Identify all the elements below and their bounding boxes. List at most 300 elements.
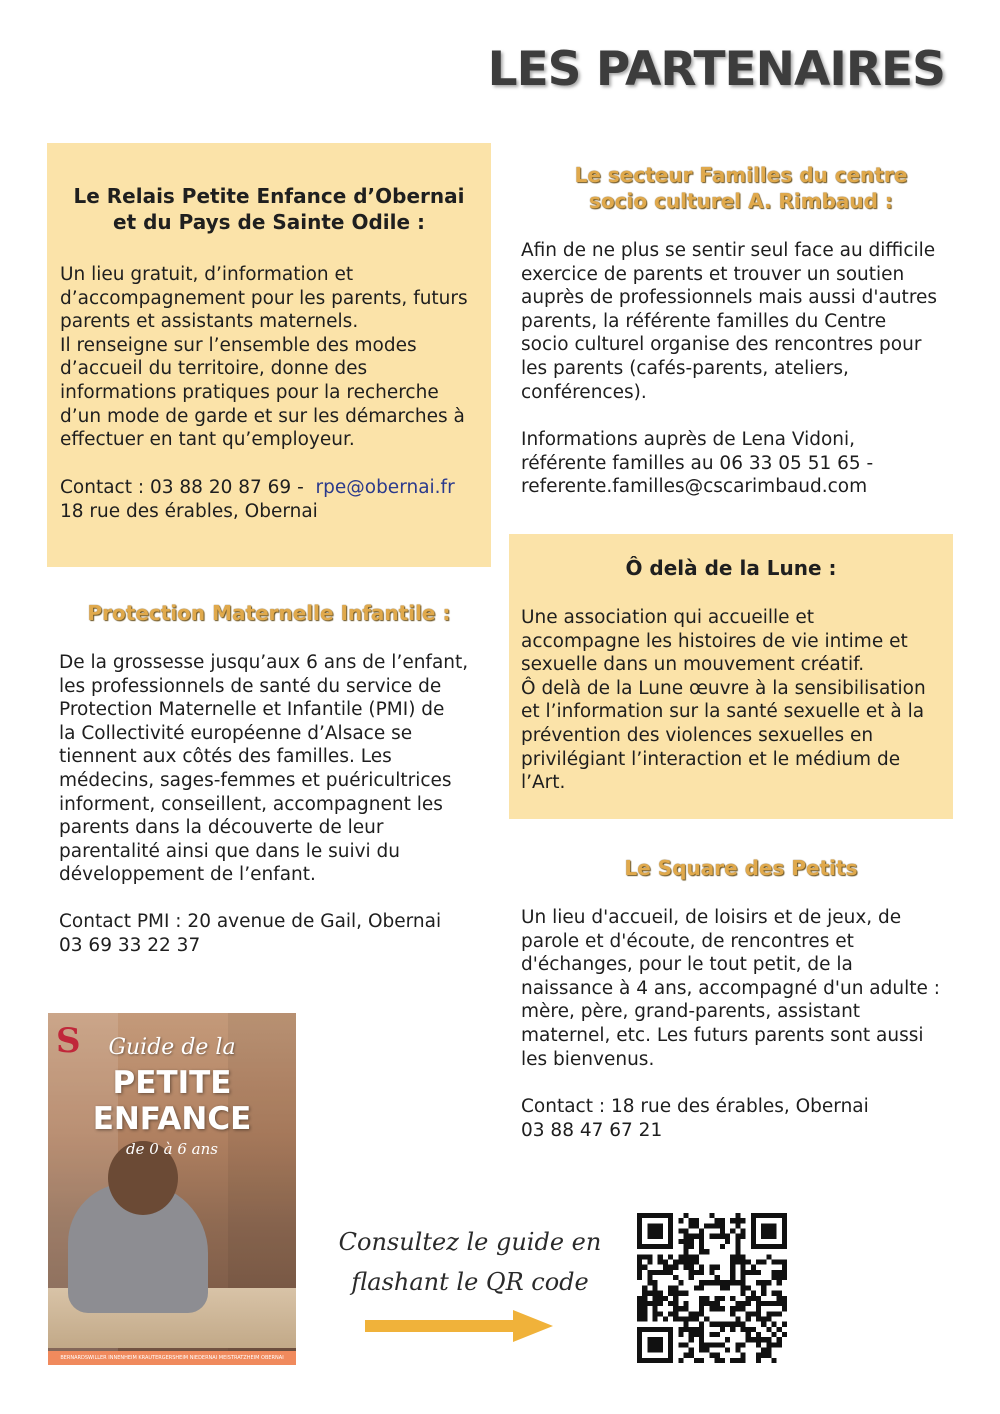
qr-call-line1: Consultez le guide en — [338, 1228, 602, 1256]
qr-module — [740, 1275, 745, 1280]
qr-module — [735, 1254, 740, 1259]
qr-module — [715, 1280, 720, 1285]
qr-module — [740, 1270, 745, 1275]
qr-module — [668, 1229, 673, 1234]
qr-module — [735, 1223, 740, 1228]
qr-module — [766, 1301, 771, 1306]
qr-module — [663, 1358, 668, 1363]
qr-module — [740, 1285, 745, 1290]
qr-module — [740, 1254, 745, 1259]
qr-module — [647, 1301, 652, 1306]
qr-module — [658, 1254, 663, 1259]
qr-module — [647, 1244, 652, 1249]
qr-module — [689, 1332, 694, 1337]
qr-module — [668, 1239, 673, 1244]
qr-module — [668, 1265, 673, 1270]
qr-module — [694, 1358, 699, 1363]
qr-module — [658, 1234, 663, 1239]
qr-module — [689, 1254, 694, 1259]
qr-module — [663, 1316, 668, 1321]
qr-module — [715, 1234, 720, 1239]
qr-module — [699, 1285, 704, 1290]
qr-module — [782, 1234, 787, 1239]
qr-module — [647, 1337, 652, 1342]
qr-module — [704, 1249, 709, 1254]
qr-module — [642, 1244, 647, 1249]
qr-module — [668, 1311, 673, 1316]
qr-module — [673, 1265, 678, 1270]
qr-module — [756, 1332, 761, 1337]
qr-module — [777, 1213, 782, 1218]
qr-module — [715, 1301, 720, 1306]
qr-module — [766, 1244, 771, 1249]
qr-module — [689, 1327, 694, 1332]
qr-module — [637, 1311, 642, 1316]
qr-module — [658, 1342, 663, 1347]
qr-module — [684, 1301, 689, 1306]
qr-module — [782, 1218, 787, 1223]
qr-module — [653, 1270, 658, 1275]
qr-module — [689, 1244, 694, 1249]
qr-module — [730, 1275, 735, 1280]
qr-module — [673, 1291, 678, 1296]
qr-module — [771, 1229, 776, 1234]
rpe-body: Un lieu gratuit, d’information et d’accompagnement pour les parents, futurs parents et assistants maternels. Il renseigne sur l’ensemble des modes d’accueil du territoire, donne des informations pratiques pour la recherche d’un mode de garde et sur les démarches à effectuer en tant qu’employeur. — [60, 264, 468, 451]
qr-module — [766, 1347, 771, 1352]
qr-module — [678, 1327, 683, 1332]
qr-module — [689, 1311, 694, 1316]
qr-module — [689, 1218, 694, 1223]
qr-module — [740, 1358, 745, 1363]
qr-module — [647, 1223, 652, 1228]
rpe-email-link[interactable]: rpe@obernai.fr — [315, 477, 455, 498]
qr-module — [766, 1280, 771, 1285]
qr-module — [684, 1213, 689, 1218]
qr-module — [730, 1254, 735, 1259]
qr-module — [653, 1285, 658, 1290]
qr-module — [720, 1327, 725, 1332]
qr-module — [668, 1327, 673, 1332]
qr-module — [658, 1291, 663, 1296]
qr-module — [777, 1275, 782, 1280]
qr-module — [653, 1337, 658, 1342]
qr-module — [658, 1260, 663, 1265]
qr-module — [684, 1239, 689, 1244]
qr-module — [647, 1213, 652, 1218]
qr-module — [637, 1342, 642, 1347]
qr-module — [725, 1280, 730, 1285]
cover-script-title: Guide de la — [108, 1035, 236, 1060]
qr-module — [658, 1229, 663, 1234]
qr-module — [777, 1260, 782, 1265]
qr-module — [771, 1213, 776, 1218]
guide-cover-image — [48, 1013, 296, 1365]
qr-module — [761, 1301, 766, 1306]
qr-module — [673, 1260, 678, 1265]
qr-module — [678, 1316, 683, 1321]
qr-module — [668, 1358, 673, 1363]
qr-module — [699, 1239, 704, 1244]
qr-module — [720, 1234, 725, 1239]
qr-module — [694, 1316, 699, 1321]
qr-module — [637, 1223, 642, 1228]
qr-module — [715, 1358, 720, 1363]
qr-module — [647, 1270, 652, 1275]
qr-module — [647, 1291, 652, 1296]
qr-module — [782, 1322, 787, 1327]
qr-module — [725, 1234, 730, 1239]
qr-module — [694, 1285, 699, 1290]
qr-module — [751, 1223, 756, 1228]
qr-module — [673, 1275, 678, 1280]
qr-module — [777, 1270, 782, 1275]
qr-module — [668, 1291, 673, 1296]
qr-module — [735, 1260, 740, 1265]
qr-module — [715, 1332, 720, 1337]
qr-module — [637, 1218, 642, 1223]
qr-module — [746, 1337, 751, 1342]
qr-module — [694, 1332, 699, 1337]
qr-module — [704, 1301, 709, 1306]
qr-module — [740, 1342, 745, 1347]
qr-module — [746, 1296, 751, 1301]
qr-module — [761, 1316, 766, 1321]
qr-module — [740, 1229, 745, 1234]
qr-module — [689, 1265, 694, 1270]
square-contact: Contact : 18 rue des érables, Obernai 03 88 47 67 21 — [521, 1096, 869, 1141]
qr-module — [694, 1270, 699, 1275]
qr-module — [663, 1270, 668, 1275]
qr-module — [725, 1239, 730, 1244]
qr-module — [735, 1234, 740, 1239]
qr-module — [761, 1229, 766, 1234]
qr-module — [653, 1358, 658, 1363]
qr-module — [699, 1358, 704, 1363]
rpe-address: 18 rue des érables, Obernai — [60, 501, 318, 522]
qr-module — [725, 1337, 730, 1342]
qr-module — [735, 1280, 740, 1285]
qr-module — [658, 1337, 663, 1342]
qr-module — [684, 1244, 689, 1249]
pmi-body: De la grossesse jusqu’aux 6 ans de l’enfant, les professionnels de santé du service de Protection Maternelle et Infantile (PMI) de la Collectivité européenne d’Alsace se tiennent aux côtés des familles. Les médecins, sages-femmes et puéricultrices informent, conseillent, accompagnent les parents dans la découverte de leur parentalité ainsi que dans le suivi du développement de l’enfant. — [59, 652, 469, 886]
qr-module — [642, 1254, 647, 1259]
qr-module — [689, 1347, 694, 1352]
qr-module — [735, 1239, 740, 1244]
qr-module — [658, 1358, 663, 1363]
qr-module — [637, 1337, 642, 1342]
qr-module — [653, 1234, 658, 1239]
qr-module — [735, 1316, 740, 1321]
qr-module — [720, 1280, 725, 1285]
qr-module — [756, 1260, 761, 1265]
qr-module — [720, 1244, 725, 1249]
qr-module — [658, 1223, 663, 1228]
qr-module — [668, 1337, 673, 1342]
qr-module — [756, 1353, 761, 1358]
qr-module — [678, 1306, 683, 1311]
qr-module — [740, 1291, 745, 1296]
qr-module — [709, 1332, 714, 1337]
qr-module — [761, 1213, 766, 1218]
qr-module — [730, 1311, 735, 1316]
qr-module — [740, 1327, 745, 1332]
qr-module — [746, 1332, 751, 1337]
qr-module — [642, 1327, 647, 1332]
qr-module — [735, 1358, 740, 1363]
familles-contact: Informations auprès de Lena Vidoni, référente familles au 06 33 05 51 65 - referente.familles@cscarimbaud.com — [521, 429, 874, 498]
qr-module — [766, 1234, 771, 1239]
qr-module — [756, 1316, 761, 1321]
qr-module — [699, 1306, 704, 1311]
qr-module — [771, 1322, 776, 1327]
qr-module — [761, 1280, 766, 1285]
page-title: LES PARTENAIRES — [487, 42, 945, 97]
qr-module — [761, 1337, 766, 1342]
qr-module — [766, 1337, 771, 1342]
qr-module — [663, 1327, 668, 1332]
qr-module — [637, 1296, 642, 1301]
qr-module — [782, 1296, 787, 1301]
qr-module — [715, 1223, 720, 1228]
qr-module — [730, 1260, 735, 1265]
qr-module — [715, 1342, 720, 1347]
qr-module — [704, 1280, 709, 1285]
pmi-contact: Contact PMI : 20 avenue de Gail, Obernai 03 69 33 22 37 — [59, 911, 442, 956]
qr-module — [725, 1322, 730, 1327]
qr-module — [684, 1342, 689, 1347]
qr-module — [751, 1213, 756, 1218]
qr-module — [735, 1218, 740, 1223]
qr-module — [766, 1229, 771, 1234]
qr-module — [751, 1327, 756, 1332]
qr-module — [653, 1296, 658, 1301]
qr-module — [668, 1234, 673, 1239]
qr-module — [637, 1301, 642, 1306]
qr-module — [694, 1218, 699, 1223]
qr-module — [668, 1301, 673, 1306]
qr-module — [699, 1332, 704, 1337]
qr-module — [684, 1353, 689, 1358]
qr-module — [668, 1223, 673, 1228]
qr-module — [653, 1291, 658, 1296]
qr-module — [637, 1353, 642, 1358]
qr-module — [647, 1234, 652, 1239]
qr-module — [777, 1280, 782, 1285]
qr-module — [689, 1316, 694, 1321]
qr-module — [771, 1291, 776, 1296]
qr-module — [653, 1244, 658, 1249]
qr-module — [782, 1260, 787, 1265]
qr-module — [663, 1244, 668, 1249]
qr-module — [782, 1306, 787, 1311]
qr-module — [756, 1337, 761, 1342]
qr-module — [740, 1265, 745, 1270]
qr-module — [735, 1347, 740, 1352]
qr-module — [699, 1322, 704, 1327]
qr-module — [766, 1223, 771, 1228]
qr-module — [771, 1270, 776, 1275]
qr-module — [658, 1213, 663, 1218]
qr-module — [684, 1316, 689, 1321]
qr-module — [725, 1285, 730, 1290]
qr-module — [704, 1223, 709, 1228]
qr-module — [678, 1291, 683, 1296]
qr-module — [642, 1291, 647, 1296]
qr-module — [678, 1229, 683, 1234]
qr-module — [647, 1342, 652, 1347]
rpe-contact — [60, 476, 485, 500]
qr-module — [699, 1337, 704, 1342]
qr-module — [658, 1327, 663, 1332]
qr-module — [740, 1301, 745, 1306]
qr-module — [782, 1213, 787, 1218]
qr-module — [740, 1306, 745, 1311]
qr-module — [751, 1311, 756, 1316]
qr-module — [761, 1347, 766, 1352]
qr-module — [720, 1223, 725, 1228]
qr-module — [663, 1265, 668, 1270]
qr-module — [678, 1239, 683, 1244]
qr-module — [761, 1291, 766, 1296]
qr-module — [684, 1254, 689, 1259]
qr-module — [704, 1342, 709, 1347]
qr-module — [637, 1260, 642, 1265]
qr-module — [766, 1316, 771, 1321]
qr-module — [709, 1280, 714, 1285]
guide-logo: S — [56, 1021, 81, 1061]
qr-module — [715, 1306, 720, 1311]
qr-module — [642, 1213, 647, 1218]
qr-module — [642, 1316, 647, 1321]
qr-module — [647, 1327, 652, 1332]
qr-module — [678, 1254, 683, 1259]
qr-module — [704, 1316, 709, 1321]
qr-module — [777, 1296, 782, 1301]
rpe-heading: Le Relais Petite Enfance d’Obernai et du Pays de Sainte Odile : — [73, 184, 465, 234]
qr-module — [668, 1254, 673, 1259]
qr-module — [684, 1229, 689, 1234]
qr-module — [637, 1254, 642, 1259]
qr-module — [637, 1239, 642, 1244]
qr-module — [668, 1218, 673, 1223]
qr-module — [756, 1301, 761, 1306]
qr-module — [694, 1260, 699, 1265]
qr-module — [663, 1260, 668, 1265]
qr-module — [658, 1296, 663, 1301]
qr-module — [642, 1296, 647, 1301]
qr-module — [746, 1327, 751, 1332]
qr-module — [761, 1260, 766, 1265]
qr-module — [694, 1254, 699, 1259]
qr-module — [684, 1306, 689, 1311]
qr-module — [730, 1229, 735, 1234]
qr-module — [699, 1327, 704, 1332]
qr-module — [782, 1301, 787, 1306]
qr-module — [730, 1270, 735, 1275]
qr-module — [720, 1322, 725, 1327]
qr-module — [684, 1327, 689, 1332]
qr-module — [668, 1270, 673, 1275]
qr-module — [699, 1244, 704, 1249]
qr-module — [751, 1296, 756, 1301]
qr-module — [658, 1301, 663, 1306]
qr-module — [678, 1342, 683, 1347]
familles-body: Afin de ne plus se sentir seul face au difficile exercice de parents et trouver un soutien auprès de professionnels mais aussi d'autres parents, la référente familles du Centre socio culturel organise des rencontres pour les parents (cafés-parents, ateliers, conférences). — [521, 240, 938, 403]
qr-module — [782, 1223, 787, 1228]
qr-module — [678, 1260, 683, 1265]
qr-module — [725, 1347, 730, 1352]
qr-module — [761, 1322, 766, 1327]
qr-module — [647, 1254, 652, 1259]
pmi-heading: Protection Maternelle Infantile : — [87, 601, 451, 625]
qr-module — [735, 1249, 740, 1254]
lune-heading: Ô delà de la Lune : — [625, 556, 837, 580]
qr-module — [689, 1223, 694, 1228]
qr-module — [709, 1223, 714, 1228]
qr-module — [720, 1296, 725, 1301]
qr-module — [771, 1358, 776, 1363]
qr-module — [699, 1342, 704, 1347]
qr-module — [637, 1316, 642, 1321]
qr-module — [684, 1265, 689, 1270]
qr-module — [746, 1260, 751, 1265]
qr-module — [756, 1244, 761, 1249]
qr-module — [766, 1342, 771, 1347]
qr-module — [673, 1316, 678, 1321]
qr-code-icon[interactable] — [637, 1213, 787, 1363]
qr-module — [771, 1342, 776, 1347]
qr-module — [642, 1306, 647, 1311]
qr-module — [735, 1322, 740, 1327]
qr-module — [699, 1311, 704, 1316]
qr-module — [751, 1229, 756, 1234]
qr-module — [663, 1213, 668, 1218]
qr-module — [709, 1342, 714, 1347]
square-body: Un lieu d'accueil, de loisirs et de jeux, de parole et d'écoute, de rencontres et d'échanges, pour le tout petit, de la naissance à 4 ans, accompagné d'un adulte : mère, père, grand-parents, assistant maternel, etc. Les futurs parents sont aussi les bienvenus. — [521, 907, 940, 1070]
qr-module — [782, 1332, 787, 1337]
qr-module — [642, 1358, 647, 1363]
qr-module — [704, 1296, 709, 1301]
qr-module — [771, 1234, 776, 1239]
qr-module — [756, 1311, 761, 1316]
qr-module — [684, 1249, 689, 1254]
qr-module — [642, 1311, 647, 1316]
qr-module — [782, 1244, 787, 1249]
qr-module — [694, 1311, 699, 1316]
qr-module — [658, 1244, 663, 1249]
qr-module — [694, 1327, 699, 1332]
qr-module — [771, 1301, 776, 1306]
qr-module — [771, 1244, 776, 1249]
qr-module — [663, 1296, 668, 1301]
qr-module — [647, 1260, 652, 1265]
qr-module — [668, 1353, 673, 1358]
qr-module — [782, 1270, 787, 1275]
qr-module — [730, 1322, 735, 1327]
qr-module — [746, 1316, 751, 1321]
qr-module — [684, 1260, 689, 1265]
qr-module — [740, 1353, 745, 1358]
qr-module — [740, 1260, 745, 1265]
qr-module — [777, 1342, 782, 1347]
qr-module — [782, 1229, 787, 1234]
qr-module — [766, 1254, 771, 1259]
qr-module — [777, 1301, 782, 1306]
cover-title-line2: ENFANCE — [92, 1101, 252, 1137]
qr-module — [751, 1218, 756, 1223]
qr-module — [766, 1353, 771, 1358]
qr-module — [740, 1322, 745, 1327]
